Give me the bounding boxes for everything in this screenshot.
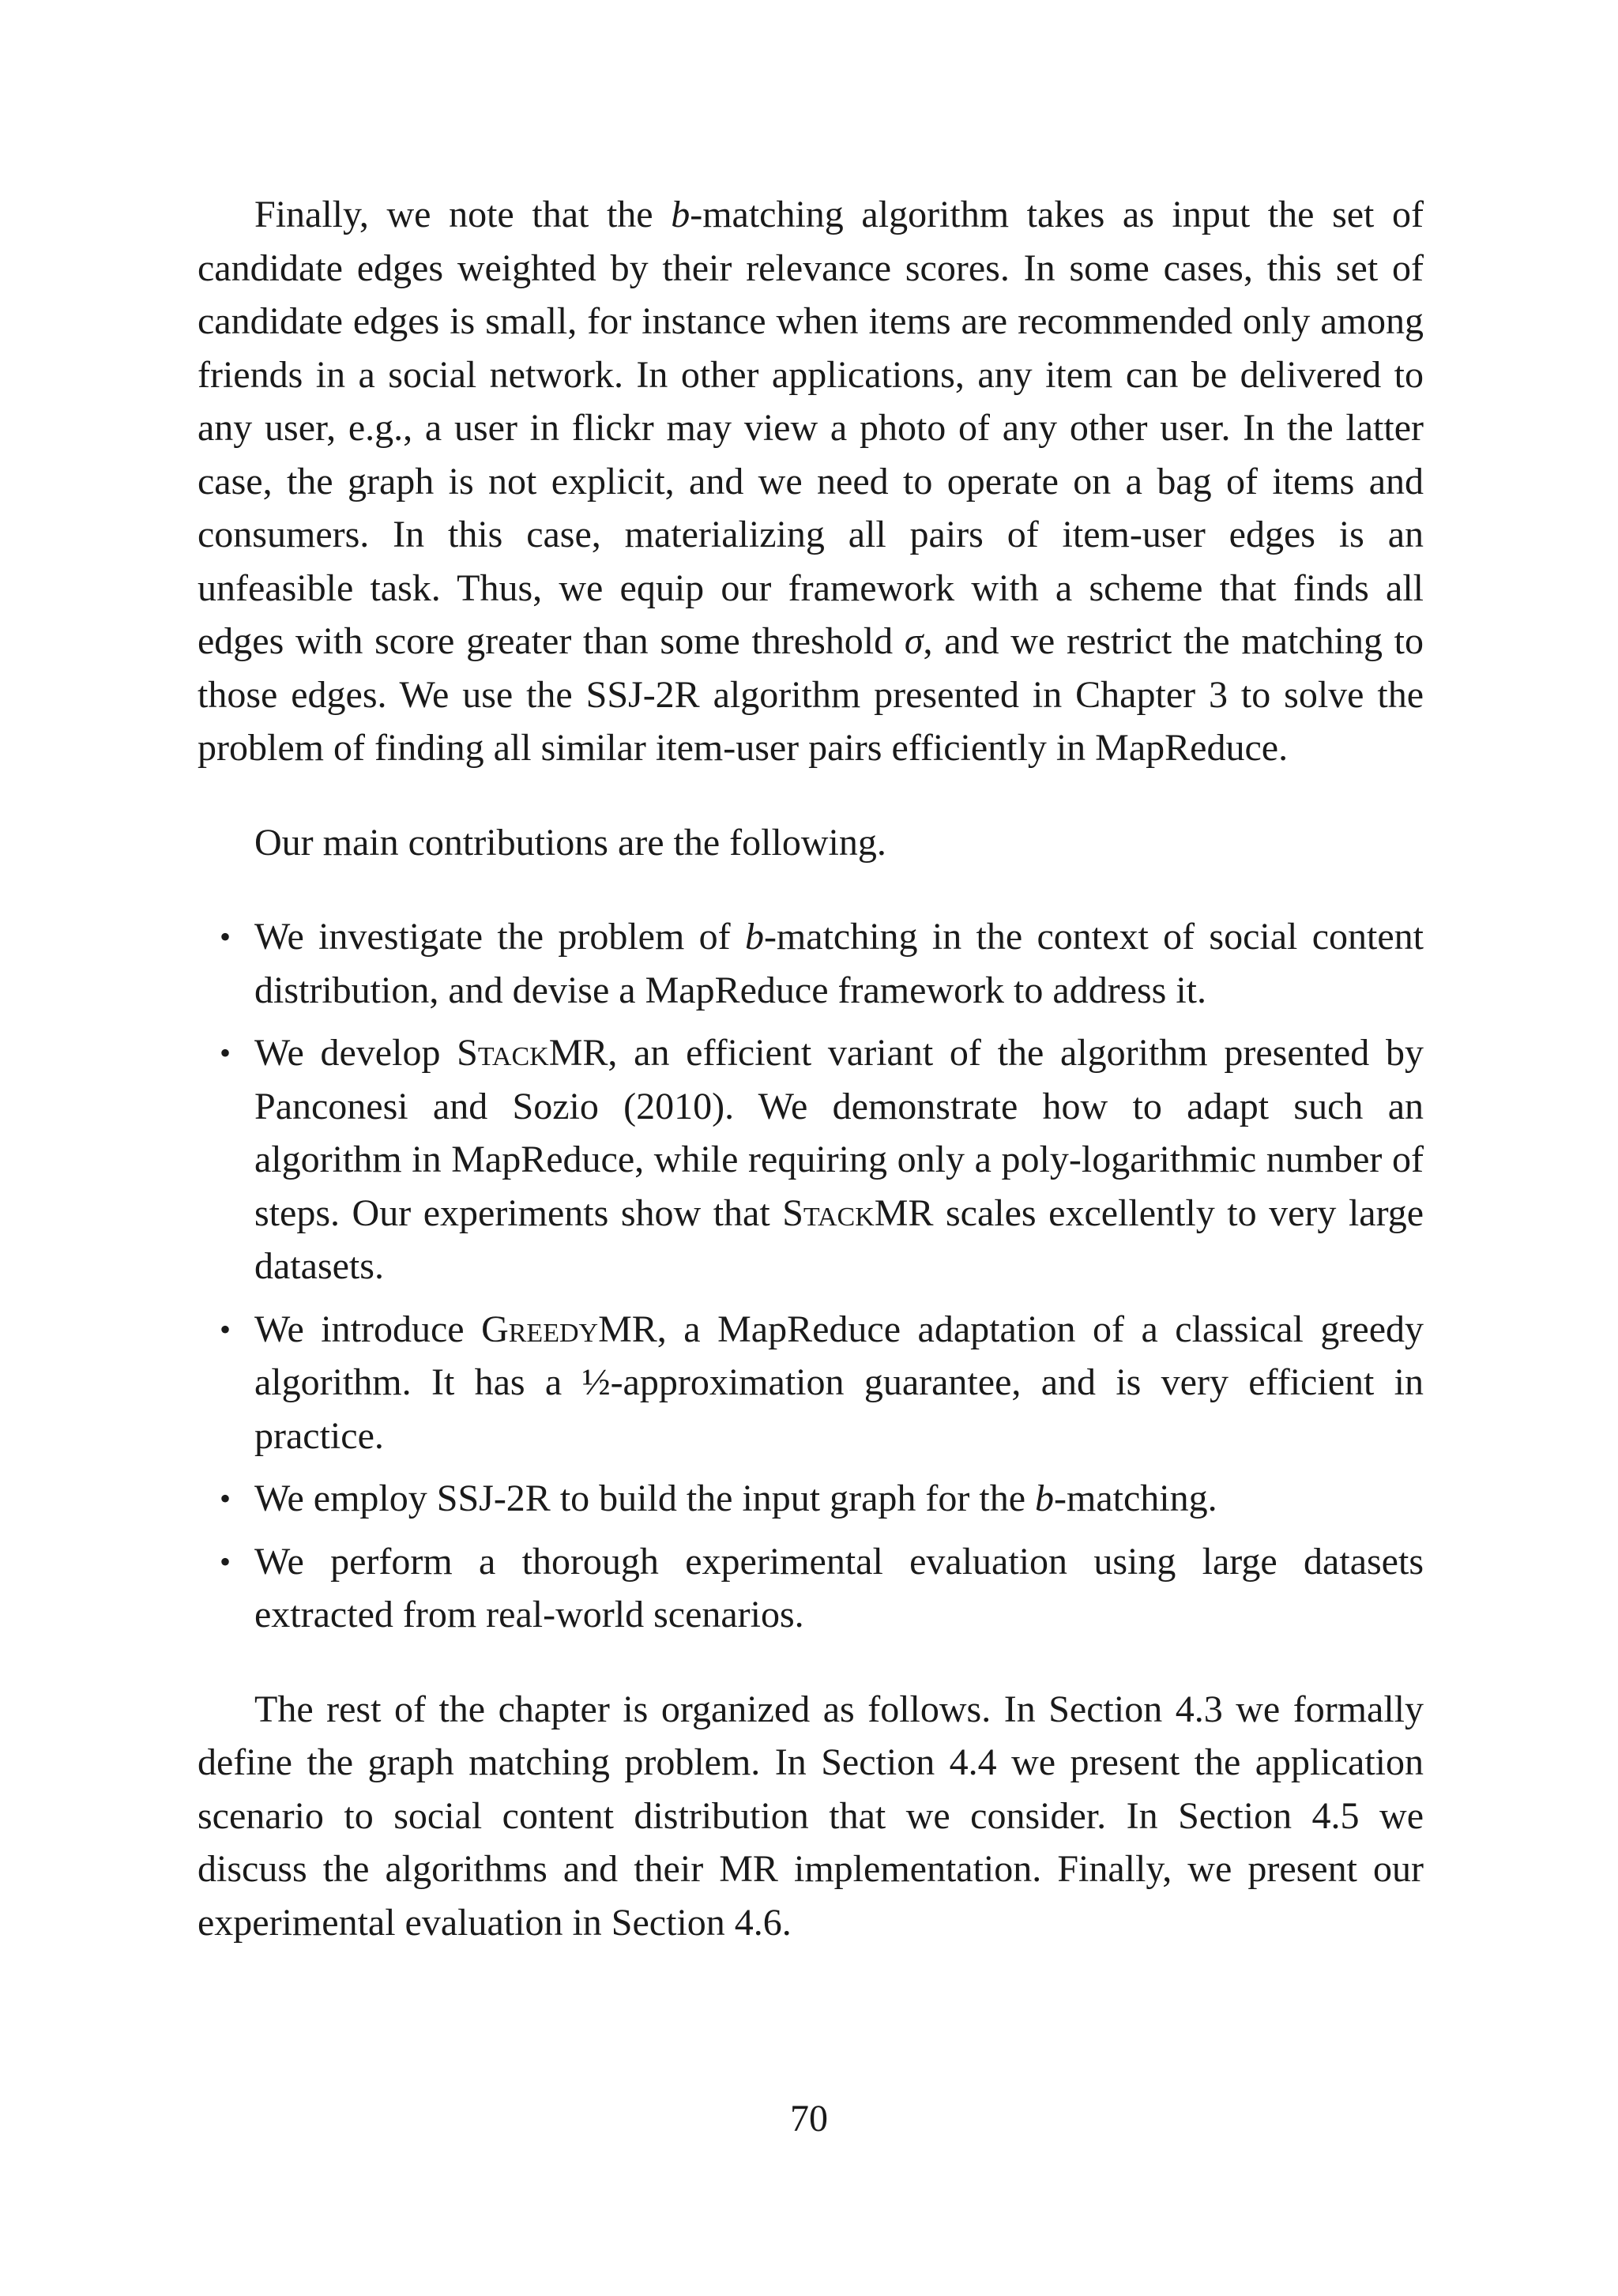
text: -matching.	[1054, 1477, 1217, 1519]
list-item	[198, 1303, 1424, 1463]
text: , and we restrict the matching to those edges. We use the SSJ-2R algorithm presented in Chapter 3 to solve the problem of finding all similar item-user pairs efficiently in MapReduce.	[198, 620, 1424, 769]
text: Finally, we note that the	[254, 194, 672, 235]
page-number: 70	[790, 2098, 828, 2140]
list-item	[198, 1472, 1424, 1526]
bullet-icon: •	[220, 1481, 231, 1516]
list-item	[198, 1535, 1424, 1642]
math-sigma: σ	[904, 620, 924, 662]
text: We develop	[254, 1032, 457, 1074]
text: We introduce	[254, 1308, 482, 1350]
math-b: b	[671, 194, 690, 235]
bullet-icon: •	[220, 1311, 231, 1347]
math-b: b	[744, 916, 764, 958]
bullet-icon: •	[220, 919, 231, 954]
list-item	[198, 1026, 1424, 1293]
algorithm-name: StackMR	[457, 1032, 608, 1074]
math-b: b	[1035, 1477, 1055, 1519]
bullet-icon: •	[220, 1543, 231, 1579]
bullet-icon: •	[220, 1035, 231, 1071]
text: , an efficient variant of the algorithm presented by Panconesi and Sozio (2010). We demonstrate how to adapt such an algorithm in MapReduce, while requiring only a poly-logarithmic number of steps. Our experiments show that	[254, 1032, 1424, 1234]
list-item	[198, 910, 1424, 1017]
text: -matching in the context of social content distribution, and devise a MapReduce framework to address it.	[254, 916, 1424, 1011]
algorithm-name: GreedyMR	[481, 1308, 657, 1350]
text: We investigate the problem of	[254, 916, 745, 958]
algorithm-name: StackMR	[782, 1191, 934, 1234]
text: We perform a thorough experimental evaluation using large datasets extracted from real-world scenarios.	[254, 1540, 1424, 1635]
text: -matching algorithm takes as input the set of candidate edges weighted by their relevance scores. In some cases, this set of candidate edges is small, for instance when items are recommended only among friends in a social network. In other applications, any item can be delivered to any user, e.g., a user in flickr may view a photo of any other user. In the latter case, the graph is not explicit, and we need to operate on a bag of items and consumers. In this case, materializing all pairs of item-user edges is an unfeasible task. Thus, we equip our framework with a scheme that finds all edges with score greater than some threshold	[198, 194, 1424, 662]
text: , a MapReduce adaptation of a classical greedy algorithm. It has a ½-approximation guarantee, and is very efficient in practice.	[254, 1308, 1424, 1457]
paragraph-contributions-lead: Our main contributions are the following.	[254, 821, 886, 864]
paragraph-organization: The rest of the chapter is organized as follows. In Section 4.3 we formally define the graph matching problem. In Section 4.4 we present the application scenario to social content distribution that we consider. In Section 4.5 we discuss the algorithms and their MR implementation. Finally, we present our experimental evaluation in Section 4.6.	[198, 1688, 1424, 1944]
text: scales excellently to very large datasets.	[254, 1191, 1424, 1287]
paragraph-intro	[198, 188, 1424, 775]
text: We employ SSJ-2R to build the input graph for the	[254, 1477, 1036, 1519]
page-body	[198, 188, 1424, 1949]
contributions-list	[198, 910, 1424, 1642]
